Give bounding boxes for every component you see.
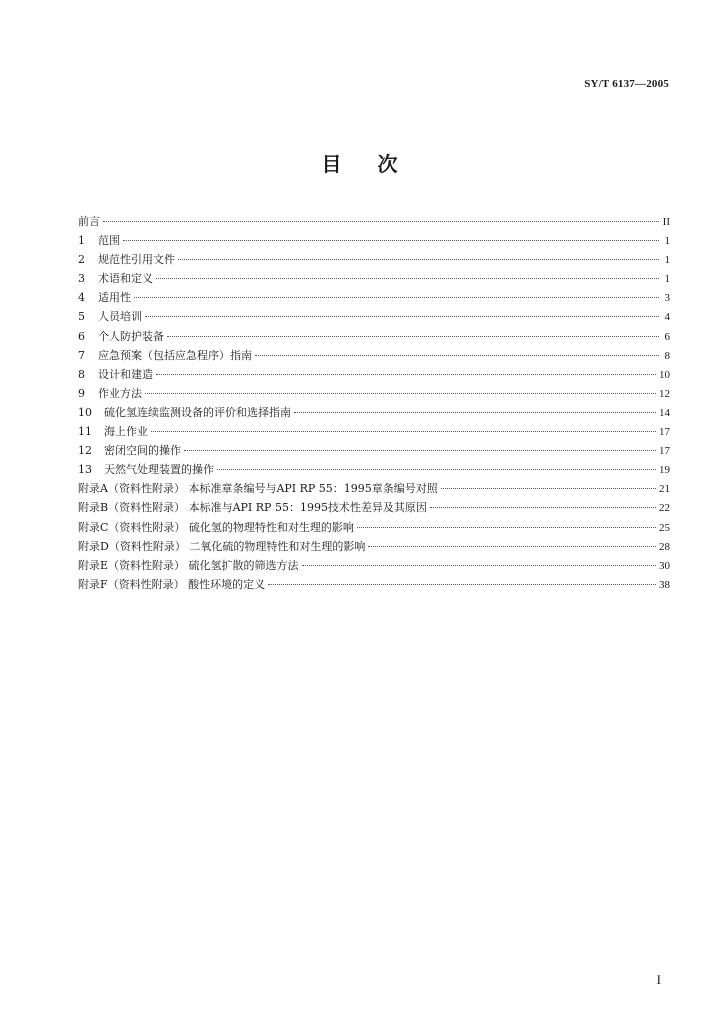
toc-entry-page: 25: [659, 521, 670, 534]
toc-dot-leader: [430, 507, 656, 508]
page-number: I: [656, 972, 661, 987]
table-of-contents: [78, 212, 670, 594]
toc-entry-page: 12: [659, 387, 670, 400]
toc-entry[interactable]: [78, 365, 670, 384]
toc-entry-number: 9: [78, 386, 85, 400]
toc-entry-page: 30: [659, 559, 670, 572]
toc-entry-page: 17: [659, 445, 670, 458]
toc-entry-number: 7: [78, 348, 85, 362]
toc-entry-number: 8: [78, 367, 85, 381]
toc-entry-label: 应急预案（包括应急程序）指南: [98, 348, 252, 362]
toc-entry[interactable]: [78, 498, 670, 517]
toc-dot-leader: [178, 259, 659, 260]
toc-entry-page: 3: [664, 292, 670, 305]
toc-entry[interactable]: [78, 212, 670, 231]
toc-dot-leader: [217, 469, 656, 470]
toc-entry-number: 11: [78, 425, 92, 439]
toc-dot-leader: [268, 584, 656, 585]
toc-entry-page: 1: [664, 235, 670, 248]
toc-entry-page: 1: [664, 254, 670, 267]
toc-entry[interactable]: [78, 384, 670, 403]
page-title: 目次: [321, 152, 434, 176]
toc-entry[interactable]: [78, 288, 670, 307]
toc-entry[interactable]: [78, 556, 670, 575]
toc-entry-label: 海上作业: [104, 425, 148, 439]
toc-dot-leader: [294, 412, 656, 413]
toc-entry-label: 人员培训: [98, 310, 142, 324]
toc-entry-label: 附录B（资料性附录） 本标准与API RP 55：1995技术性差异及其原因: [78, 501, 427, 515]
toc-entry-page: 1: [664, 273, 670, 286]
toc-entry[interactable]: [78, 460, 670, 479]
toc-entry[interactable]: [78, 231, 670, 250]
toc-dot-leader: [103, 221, 659, 222]
toc-entry-number: 2: [78, 253, 85, 267]
toc-dot-leader: [123, 240, 659, 241]
toc-entry-label: 前言: [78, 215, 100, 228]
toc-entry-number: 3: [78, 272, 85, 286]
toc-entry[interactable]: [78, 327, 670, 346]
toc-entry-page: 22: [659, 502, 670, 515]
toc-entry[interactable]: [78, 441, 670, 460]
toc-entry[interactable]: [78, 518, 670, 537]
toc-dot-leader: [302, 565, 656, 566]
toc-entry-page: 28: [659, 540, 670, 553]
toc-entry[interactable]: [78, 403, 670, 422]
toc-entry-page: 38: [659, 578, 670, 591]
toc-dot-leader: [184, 450, 656, 451]
toc-dot-leader: [368, 546, 656, 547]
toc-entry[interactable]: [78, 479, 670, 498]
toc-entry-label: 附录F（资料性附录） 酸性环境的定义: [78, 577, 266, 591]
toc-dot-leader: [134, 297, 659, 298]
toc-entry-label: 硫化氢连续监测设备的评价和选择指南: [104, 405, 291, 419]
toc-entry-label: 附录C（资料性附录） 硫化氢的物理特性和对生理的影响: [78, 520, 354, 534]
toc-entry-number: 1: [78, 234, 85, 248]
toc-dot-leader: [255, 355, 659, 356]
toc-entry-label: 个人防护装备: [98, 329, 164, 343]
toc-entry-number: 12: [78, 444, 92, 458]
toc-entry-number: 10: [78, 405, 92, 419]
toc-entry-label: 适用性: [98, 291, 131, 305]
toc-entry-label: 附录A（资料性附录） 本标准章条编号与API RP 55：1995章条编号对照: [78, 482, 438, 496]
toc-entry-label: 术语和定义: [98, 272, 153, 286]
toc-dot-leader: [145, 316, 659, 317]
toc-entry[interactable]: [78, 422, 670, 441]
toc-dot-leader: [145, 393, 656, 394]
toc-dot-leader: [156, 374, 656, 375]
toc-entry[interactable]: [78, 346, 670, 365]
toc-entry-number: 4: [78, 291, 85, 305]
toc-entry-label: 范围: [98, 234, 120, 248]
toc-dot-leader: [441, 488, 656, 489]
toc-entry-page: 8: [664, 349, 670, 362]
toc-entry-page: 4: [664, 311, 670, 324]
toc-entry-page: II: [662, 216, 670, 228]
toc-dot-leader: [156, 278, 659, 279]
toc-dot-leader: [151, 431, 656, 432]
standard-code: SY/T 6137—2005: [584, 78, 669, 90]
toc-entry-label: 规范性引用文件: [98, 253, 175, 267]
toc-entry-label: 附录D（资料性附录） 二氧化硫的物理特性和对生理的影响: [78, 539, 366, 553]
toc-entry-label: 设计和建造: [98, 367, 153, 381]
toc-dot-leader: [167, 336, 659, 337]
toc-dot-leader: [357, 527, 656, 528]
toc-entry-page: 6: [664, 330, 670, 343]
toc-entry-number: 13: [78, 463, 92, 477]
toc-entry[interactable]: [78, 575, 670, 594]
toc-entry-label: 附录E（资料性附录） 硫化氢扩散的筛选方法: [78, 558, 299, 572]
toc-entry[interactable]: [78, 537, 670, 556]
toc-entry-page: 17: [659, 426, 670, 439]
toc-entry[interactable]: [78, 307, 670, 326]
toc-entry-label: 作业方法: [98, 386, 142, 400]
toc-entry[interactable]: [78, 269, 670, 288]
toc-entry[interactable]: [78, 250, 670, 269]
toc-entry-page: 19: [659, 464, 670, 477]
toc-entry-label: 天然气处理装置的操作: [104, 463, 214, 477]
toc-entry-page: 14: [659, 406, 670, 419]
toc-entry-page: 21: [659, 483, 670, 496]
toc-entry-number: 6: [78, 329, 85, 343]
toc-entry-label: 密闭空间的操作: [104, 444, 181, 458]
toc-entry-page: 10: [659, 368, 670, 381]
toc-entry-number: 5: [78, 310, 85, 324]
